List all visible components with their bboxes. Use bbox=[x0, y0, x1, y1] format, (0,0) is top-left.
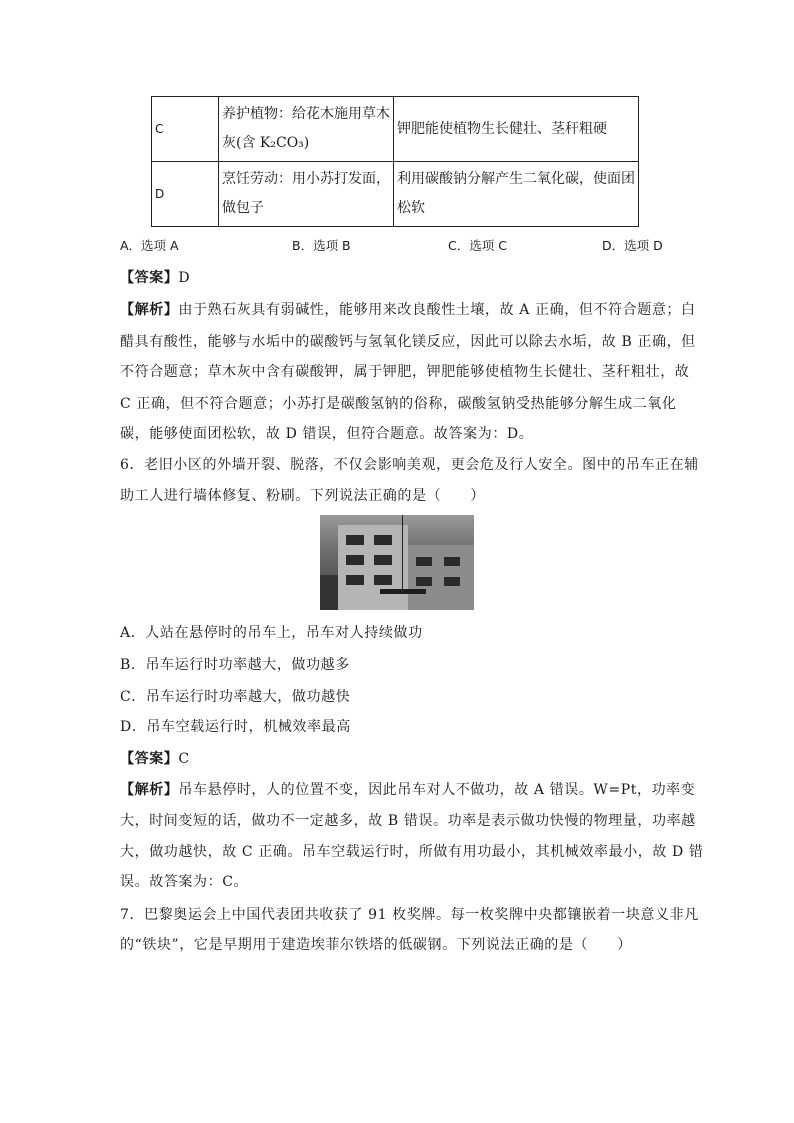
analysis-tag: 【解析】 bbox=[120, 782, 179, 798]
q7-stem-line: 7．巴黎奥运会上中国代表团共收获了 91 枚奖牌。每一枚奖牌中央都镶嵌着一块意义非凡 bbox=[120, 907, 699, 923]
q6-option[interactable]: A．人站在悬停时的吊车上，吊车对人持续做功 bbox=[120, 625, 423, 641]
table-row-activity: 养护植物：给花木施用草木灰(含 K₂CO₃) bbox=[219, 97, 394, 162]
table-row-reason: 利用碳酸钠分解产生二氧化碳，使面团松软 bbox=[394, 162, 639, 227]
table-row-reason: 钾肥能使植物生长健壮、茎秆粗硬 bbox=[394, 97, 639, 162]
q6-stem-line: 助工人进行墙体修复、粉刷。下列说法正确的是（ ） bbox=[120, 488, 485, 504]
q5-analysis-line: 碳，能够使面团松软，故 D 错误，但符合题意。故答案为：D。 bbox=[120, 426, 534, 442]
crane-building-photo bbox=[320, 515, 474, 610]
choice-c[interactable]: C．选项 C bbox=[448, 238, 507, 253]
table-row bbox=[152, 97, 639, 162]
options-table bbox=[151, 96, 639, 227]
answer-tag: 【答案】 bbox=[120, 270, 179, 286]
q6-option[interactable]: C．吊车运行时功率越大，做功越快 bbox=[120, 689, 351, 705]
analysis-text: 吊车悬停时，人的位置不变，因此吊车对人不做功，故 A 错误。W=Pt，功率变 bbox=[178, 782, 696, 798]
table-row bbox=[152, 162, 639, 227]
q6-stem-line: 6．老旧小区的外墙开裂、脱落，不仅会影响美观，更会危及行人安全。图中的吊车正在辅 bbox=[120, 457, 699, 473]
q6-answer bbox=[120, 748, 190, 768]
analysis-text: 由于熟石灰具有弱碱性，能够用来改良酸性土壤，故 A 正确，但不符合题意；白 bbox=[178, 302, 696, 318]
q6-analysis-line: 误。故答案为：C。 bbox=[120, 874, 249, 890]
table-row-label: D bbox=[152, 162, 219, 227]
q5-choices bbox=[120, 236, 680, 256]
q6-analysis-line: 大，做功越快，故 C 正确。吊车空载运行时，所做有用功最小，其机械效率最小，故 D 错 bbox=[120, 844, 704, 860]
q5-answer bbox=[120, 267, 190, 287]
q5-analysis-line: 醋具有酸性，能够与水垢中的碳酸钙与氢氧化镁反应，因此可以除去水垢，故 B 正确，但 bbox=[120, 334, 696, 350]
answer-value: D bbox=[178, 270, 191, 286]
q7-stem-line: 的“铁块”，它是早期用于建造埃菲尔铁塔的低碳钢。下列说法正确的是（ ） bbox=[120, 937, 632, 953]
q5-analysis-line: C 正确，但不符合题意；小苏打是碳酸氢钠的俗称，碳酸氢钠受热能够分解生成二氧化 bbox=[120, 396, 677, 412]
answer-tag: 【答案】 bbox=[120, 751, 179, 767]
q6-option[interactable]: B．吊车运行时功率越大，做功越多 bbox=[120, 657, 350, 673]
answer-value: C bbox=[178, 751, 190, 767]
choice-b[interactable]: B．选项 B bbox=[292, 238, 351, 253]
q5-analysis-line: 不符合题意；草木灰中含有碳酸钾，属于钾肥，钾肥能够使植物生长健壮、茎秆粗壮，故 bbox=[120, 364, 690, 380]
table-row-label: C bbox=[152, 97, 219, 162]
choice-a[interactable]: A．选项 A bbox=[120, 238, 179, 253]
q6-option[interactable]: D．吊车空载运行时，机械效率最高 bbox=[120, 719, 351, 735]
table-row-activity: 烹饪劳动：用小苏打发面，做包子 bbox=[219, 162, 394, 227]
choice-d[interactable]: D．选项 D bbox=[602, 238, 663, 253]
q6-analysis-line: 大，时间变短的话，做功不一定越多，故 B 错误。功率是表示做功快慢的物理量，功率越 bbox=[120, 813, 696, 829]
analysis-tag: 【解析】 bbox=[120, 302, 179, 318]
q5-analysis-line bbox=[120, 299, 696, 319]
q6-analysis-line bbox=[120, 779, 695, 799]
